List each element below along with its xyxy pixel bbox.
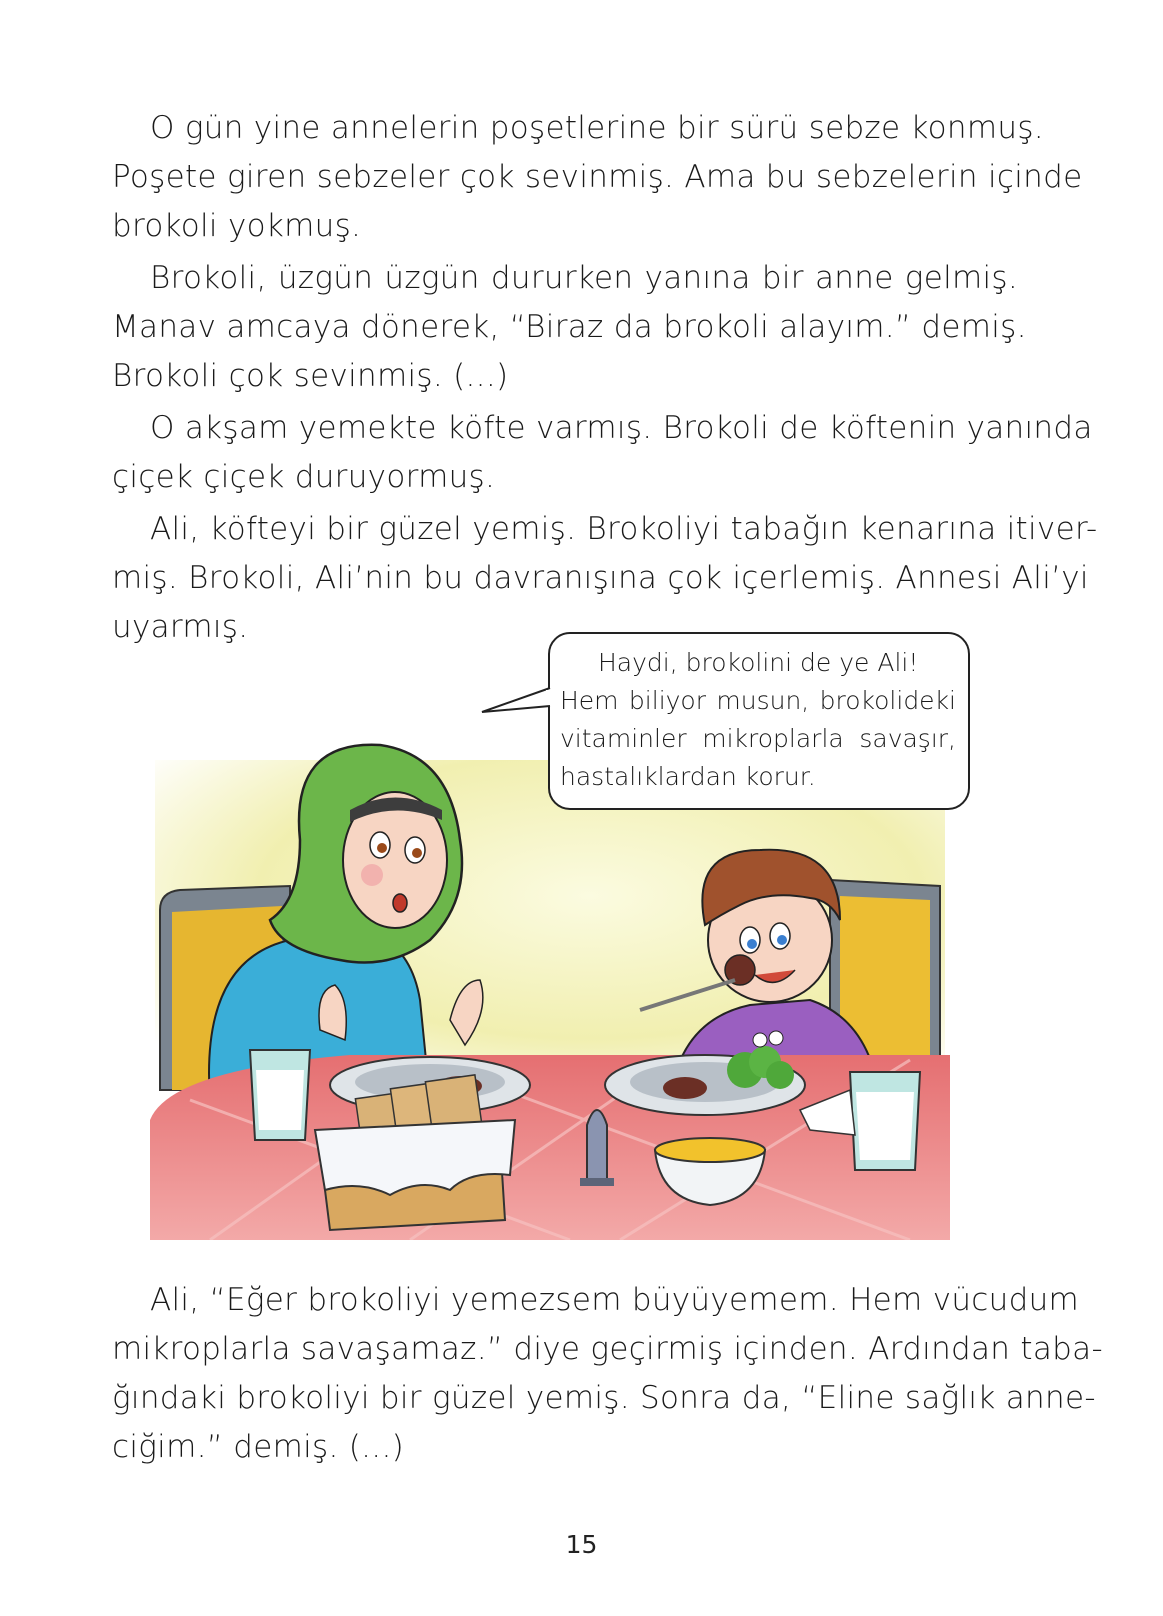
paragraph-5 [112, 1276, 1103, 1472]
text-line: O akşam yemekte köfte varmış. Brokoli de köftenin yanında [150, 410, 1093, 446]
text-line: Manav amcaya dönerek, “Biraz da brokoli alayım.” demiş. [112, 309, 1027, 345]
speech-bubble-tail [480, 680, 560, 740]
paragraph-4 [112, 505, 1098, 652]
paragraph-1 [112, 104, 1083, 251]
boy-milk-glass [850, 1072, 920, 1170]
paragraph-2 [112, 254, 1027, 401]
text-line: ciğim.” demiş. (...) [112, 1429, 405, 1465]
text-line: uyarmış. [112, 609, 249, 645]
speech-bubble [548, 632, 970, 810]
text-line: Brokoli, üzgün üzgün dururken yanına bir anne gelmiş. [150, 260, 1018, 296]
bubble-line: Hem biliyor musun, brokolideki [560, 686, 956, 715]
text-line: Ali, köfteyi bir güzel yemiş. Brokoliyi tabağın kenarına itiver- [150, 511, 1098, 547]
paragraph-3 [112, 404, 1093, 502]
text-line: miş. Brokoli, Ali’nin bu davranışına çok içerlemiş. Annesi Ali’yi [112, 560, 1089, 596]
text-line: Ali, “Eğer brokoliyi yemezsem büyüyemem. Hem vücudum [150, 1282, 1080, 1318]
text-line: çiçek çiçek duruyormuş. [112, 459, 496, 495]
bubble-line: hastalıklardan korur. [560, 762, 816, 791]
bubble-line: vitaminler mikroplarla savaşır, [560, 724, 956, 753]
text-line: brokoli yokmuş. [112, 208, 362, 244]
bubble-line: Haydi, brokolini de ye Ali! [598, 648, 919, 677]
mother-milk-glass [250, 1050, 310, 1140]
text-line: Brokoli çok sevinmiş. (...) [112, 358, 509, 394]
text-line: Poşete giren sebzeler çok sevinmiş. Ama bu sebzelerin içinde [112, 159, 1083, 195]
text-line: mikroplarla savaşamaz.” diye geçirmiş içinden. Ardından taba- [112, 1331, 1103, 1367]
page-number: 15 [565, 1530, 598, 1559]
text-line: ğındaki brokoliyi bir güzel yemiş. Sonra da, “Eline sağlık anne- [112, 1380, 1096, 1416]
text-line: O gün yine annelerin poşetlerine bir sürü sebze konmuş. [150, 110, 1044, 146]
